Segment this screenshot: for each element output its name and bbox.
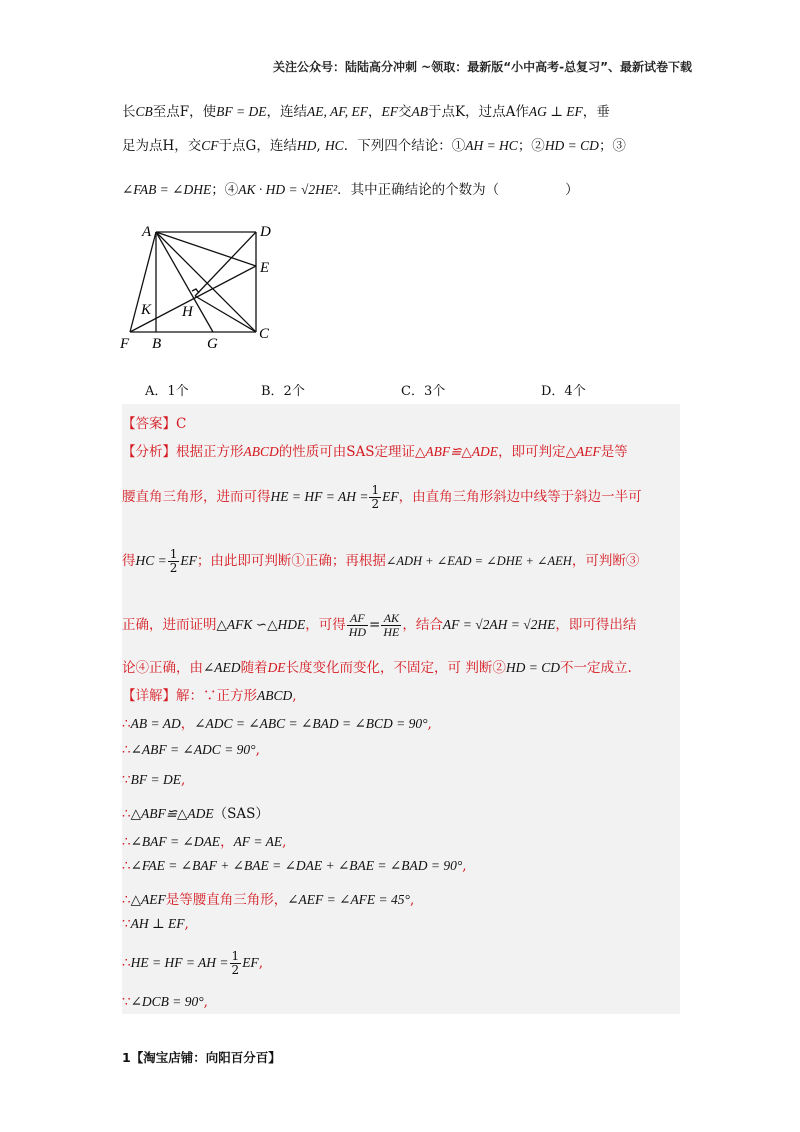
label-g: G [207, 336, 218, 352]
detail-line-1: 【详解】解：∵正方形ABCD, [122, 688, 297, 704]
detail-line-5: ∴△ABF≌△ADE（SAS） [122, 806, 269, 822]
page-header: 关注公众号：陆陆高分冲刺 ~领取：最新版“小中高考-总复习”、最新试卷下载 [273, 60, 692, 74]
detail-line-2: ∴AB = AD，∠ADC = ∠ABC = ∠BAD = ∠BCD = 90°, [122, 716, 432, 732]
analysis-line-1: 【分析】根据正方形ABCD的性质可由SAS定理证△ABF≌△ADE，即可判定△AEF是等 [122, 444, 628, 460]
detail-line-11: ∵∠DCB = 90°, [122, 994, 208, 1010]
option-b: B．2个 [261, 384, 305, 399]
analysis-line-5: 论④正确，由∠AED随着DE长度变化而变化，不固定，可 判断②HD = CD不一定成立. [122, 660, 632, 676]
label-h: H [182, 304, 193, 320]
detail-line-3: ∴∠ABF = ∠ADC = 90°, [122, 742, 260, 758]
answer-line: 【答案】C [122, 416, 187, 432]
answer-options [145, 380, 605, 399]
label-a: A [142, 224, 152, 240]
label-e: E [260, 260, 270, 276]
detail-line-7: ∴∠FAE = ∠BAF + ∠BAE = ∠DAE + ∠BAE = ∠BAD = 90°, [122, 858, 467, 874]
option-c: C．3个 [401, 384, 446, 399]
detail-line-8: ∴△AEF是等腰直角三角形，∠AEF = ∠AFE = 45°, [122, 892, 415, 908]
question-line-3: ∠FAB = ∠DHE；④AK · HD = √2HE²．其中正确结论的个数为（ ） [122, 182, 579, 198]
label-c: C [259, 326, 270, 342]
analysis-line-3: 得HC = $\frac{1}{2}$ EF；由此即可判断①正确；再根据∠ADH + ∠EAD = ∠DHE + ∠AEH，可判断③ [122, 547, 640, 575]
detail-line-10: ∴HE = HF = AH = $\frac{1}{2}$ EF, [122, 949, 263, 977]
analysis-line-4: 正确，进而证明△AFK ∽△HDE，可得 $\frac{AF}{HD}$ = $\frac{AK}{HE}$ ，结合AF = √2AH = √2HE，即可得出结 [122, 611, 637, 639]
question-line-1: 长CB至点F，使BF = DE，连结AE, AF, EF，EF交AB于点K，过点A作AG ⊥ EF，垂 [122, 104, 610, 120]
label-d: D [260, 224, 271, 240]
option-a: A．1个 [145, 384, 189, 399]
detail-line-6: ∴∠BAF = ∠DAE，AF = AE, [122, 834, 287, 850]
analysis-line-2: 腰直角三角形，进而可得HE = HF = AH = $\frac{1}{2}$ EF，由直角三角形斜边中线等于斜边一半可 [122, 483, 642, 511]
label-b: B [152, 336, 162, 352]
detail-line-9: ∵AH ⊥ EF, [122, 916, 189, 932]
option-d: D．4个 [541, 384, 586, 399]
label-k: K [141, 302, 152, 318]
label-f: F [120, 336, 130, 352]
question-line-2: 足为点H，交CF于点G，连结HD, HC．下列四个结论：①AH = HC；②HD = CD；③ [122, 138, 626, 154]
geometry-figure [110, 214, 290, 354]
page-footer: 1【淘宝店铺：向阳百分百】 [122, 1050, 281, 1065]
detail-line-4: ∵BF = DE, [122, 772, 186, 788]
